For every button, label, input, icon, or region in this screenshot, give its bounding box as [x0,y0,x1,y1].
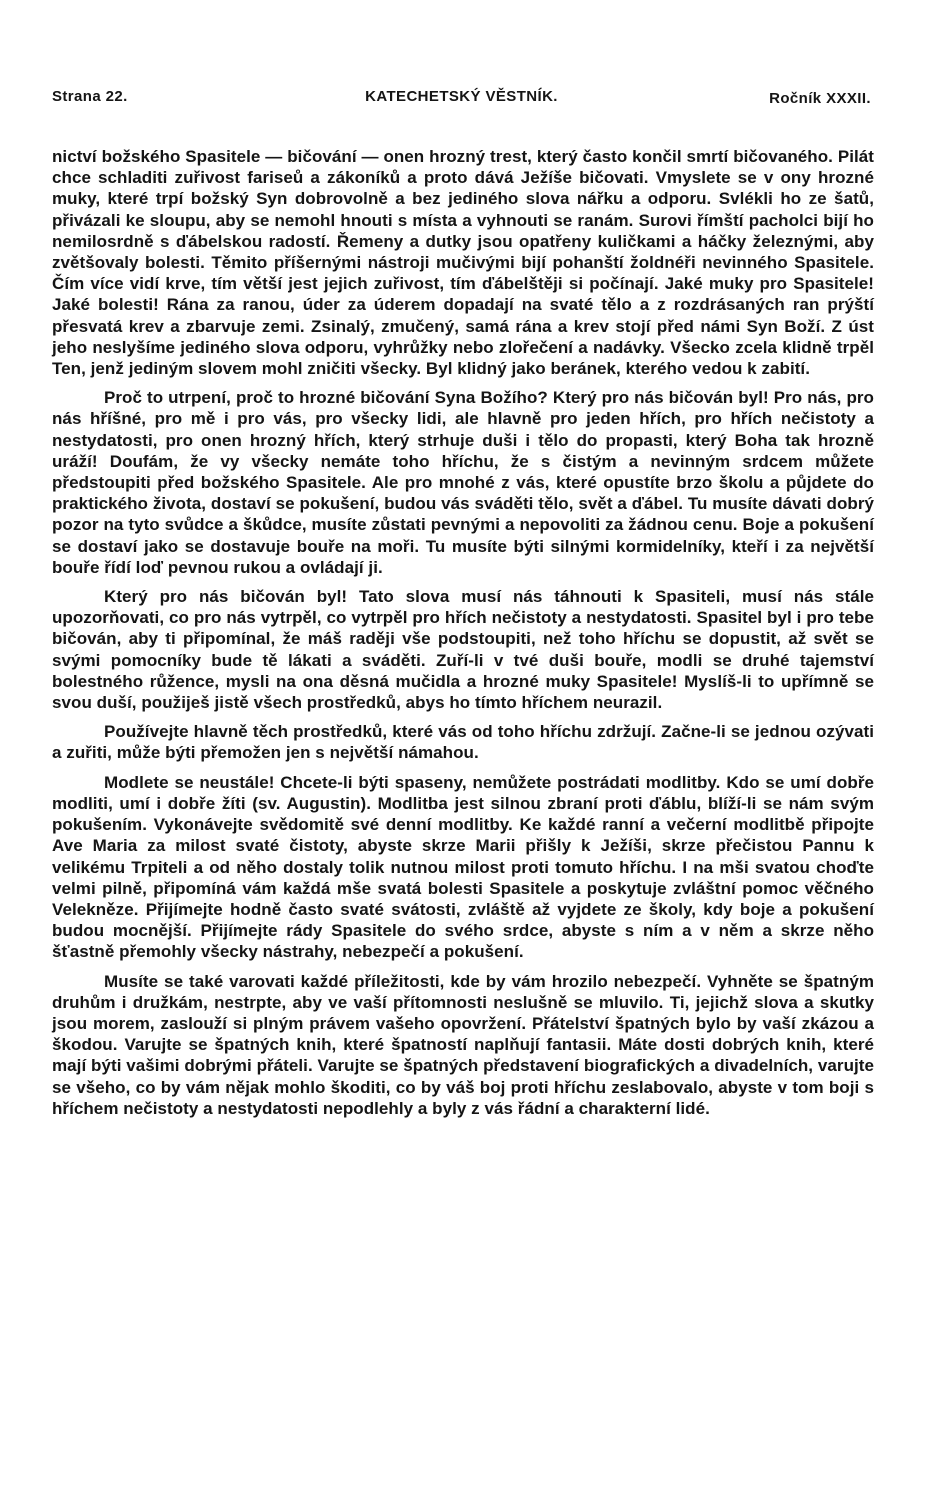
paragraph: Modlete se neustále! Chcete-li býti spaseny, nemůžete postrádati modlitby. Kdo se umí dobře modliti, umí i dobře žíti (sv. Augustin). Modlitba jest silnou zbraní proti ďáblu, blíží-li se nám svým pokušením. Vykonávejte svědomitě své denní modlitby. Ke každé ranní a večerní modlitbě připojte Ave Maria za milost svaté čistoty, abyste skrze Marii přišly k Ježíši, skrze přečistou Pannu k velikému Trpiteli a od něho dostaly tolik nutnou milost proti tomuto hříchu. I na mši svatou choďte velmi pilně, připomíná vám každá mše svatá bolesti Spasitele a poskytuje zvláštní pomoc věčného Velekněze. Přijímejte hodně často svaté svátosti, zvláště až vyjdete ze školy, kdy boje a pokušení budou mocnější. Přijímejte rády Spasitele do svého srdce, abyste s ním a v něm a skrze něho šťastně přemohly všecky nástrahy, nebezpečí a pokušení. [52,772,874,962]
page-header [52,88,871,112]
journal-title: KATECHETSKÝ VĚSTNÍK. [365,88,558,105]
paragraph: Používejte hlavně těch prostředků, které vás od toho hříchu zdržují. Začne-li se jednou ozývati a zuřiti, může býti přemožen jen s největší námahou. [52,722,874,763]
page-number: Strana 22. [52,88,128,105]
paragraph: Který pro nás bičován byl! Tato slova musí nás táhnouti k Spasiteli, musí nás stále upozorňovati, co pro nás vytrpěl, co vytrpěl pro hřích nečistoty a nestydatosti. Spasitel byl i pro tebe bičován, aby ti připomínal, že máš raději vše podstoupiti, než toho hříchu se dopustit, až svět se svými pomocníky bude tě lákati a sváděti. Zuří-li v tvé duši bouře, modli se druhé tajemství bolestného růžence, mysli na ona děsná mučidla a hrozné muky Spasitele! Myslíš-li to upřímně se svou duší, použiješ jistě všech prostředků, abys ho tímto hříchem neurazil. [52,587,874,713]
article-body [52,146,874,1119]
paragraph: Proč to utrpení, proč to hrozné bičování Syna Božího? Který pro nás bičován byl! Pro nás, pro nás hříšné, pro mě i pro vás, pro všecky lidi, ale hlavně pro jeden hřích, pro hřích nečistoty a nestydatosti, pro onen hrozný hřích, který strhuje duši i tělo do propasti, který Boha tak hrozně uráží! Doufám, že vy všecky nemáte toho hříchu, že s čistým a nevinným srdcem můžete předstoupiti před božského Spasitele. Ale pro mnohé z vás, které opustíte brzo školu a půjdete do praktického života, dostaví se pokušení, budou vás sváděti tělo, svět a ďábel. Tu musíte dávati dobrý pozor na tyto svůdce a škůdce, musíte zůstati pevnými a nepovoliti za žádnou cenu. Boje a pokušení se dostaví jako se dostavuje bouře na moři. Tu musíte býti silnými kormidelníky, kteří i za největší bouře řídí loď pevnou rukou a ovládají ji. [52,388,874,577]
paragraph: Musíte se také varovati každé příležitosti, kde by vám hrozilo nebezpečí. Vyhněte se špatným druhům i družkám, nestrpte, aby ve vaší přítomnosti neslušně se mluvilo. Ti, jejichž slova a skutky jsou morem, zaslouží si plným právem vašeho opovržení. Přátelství špatných bylo by vaší zkázou a škodou. Varujte se špatných knih, které špatností naplňují fantasii. Máte dosti dobrých knih, které mají býti vašimi dobrými přáteli. Varujte se špatných představení biografických a divadelních, varujte se všeho, co by vám nějak mohlo škoditi, co by váš boj proti hříchu zeslabovalo, abyste v tom boji s hříchem nečistoty a nestydatosti nepodlehly a byly z vás řádní a charakterní lidé. [52,971,874,1118]
paragraph-continuation: nictví božského Spasitele — bičování — onen hrozný trest, který často končil smrtí bičovaného. Pilát chce schladiti zuřivost fariseů a zákoníků a proto dává Ježíše bičovati. Vmyslete se v ony hrozné muky, které trpí božský Syn dobrovolně a bez jediného slova nářku a odporu. Svlékli ho ze šatů, přivázali ke sloupu, aby se nemohl hnouti s místa a vyhnouti se ranám. Surovi římští pacholci bijí ho nemilosrdně s ďábelskou radostí. Řemeny a dutky jsou opatřeny kuličkami a háčky železnými, aby zvětšovaly bolesti. Těmito příšernými nástroji mučivými bijí pohanští žoldnéři nevinného Spasitele. Čím více vidí krve, tím větší jest jejich zuřivost, tím ďábelštěji si počínají. Jaké muky pro Spasitele! Jaké bolesti! Rána za ranou, úder za úderem dopadají na svaté tělo a z rozdrásaných ran prýští přesvatá krev a zbarvuje zemi. Zsinalý, zmučený, samá rána a krev stojí před námi Syn Boží. Z úst jeho neslyšíme jediného slova odporu, vyhrůžky nebo zlořečení a nadávky. Všecko zcela klidně trpěl Ten, jenž jediným slovem mohl zničiti všecky. Byl klidný jako beránek, kterého vedou k zabití. [52,147,874,379]
volume-label: Ročník XXXII. [769,90,871,107]
